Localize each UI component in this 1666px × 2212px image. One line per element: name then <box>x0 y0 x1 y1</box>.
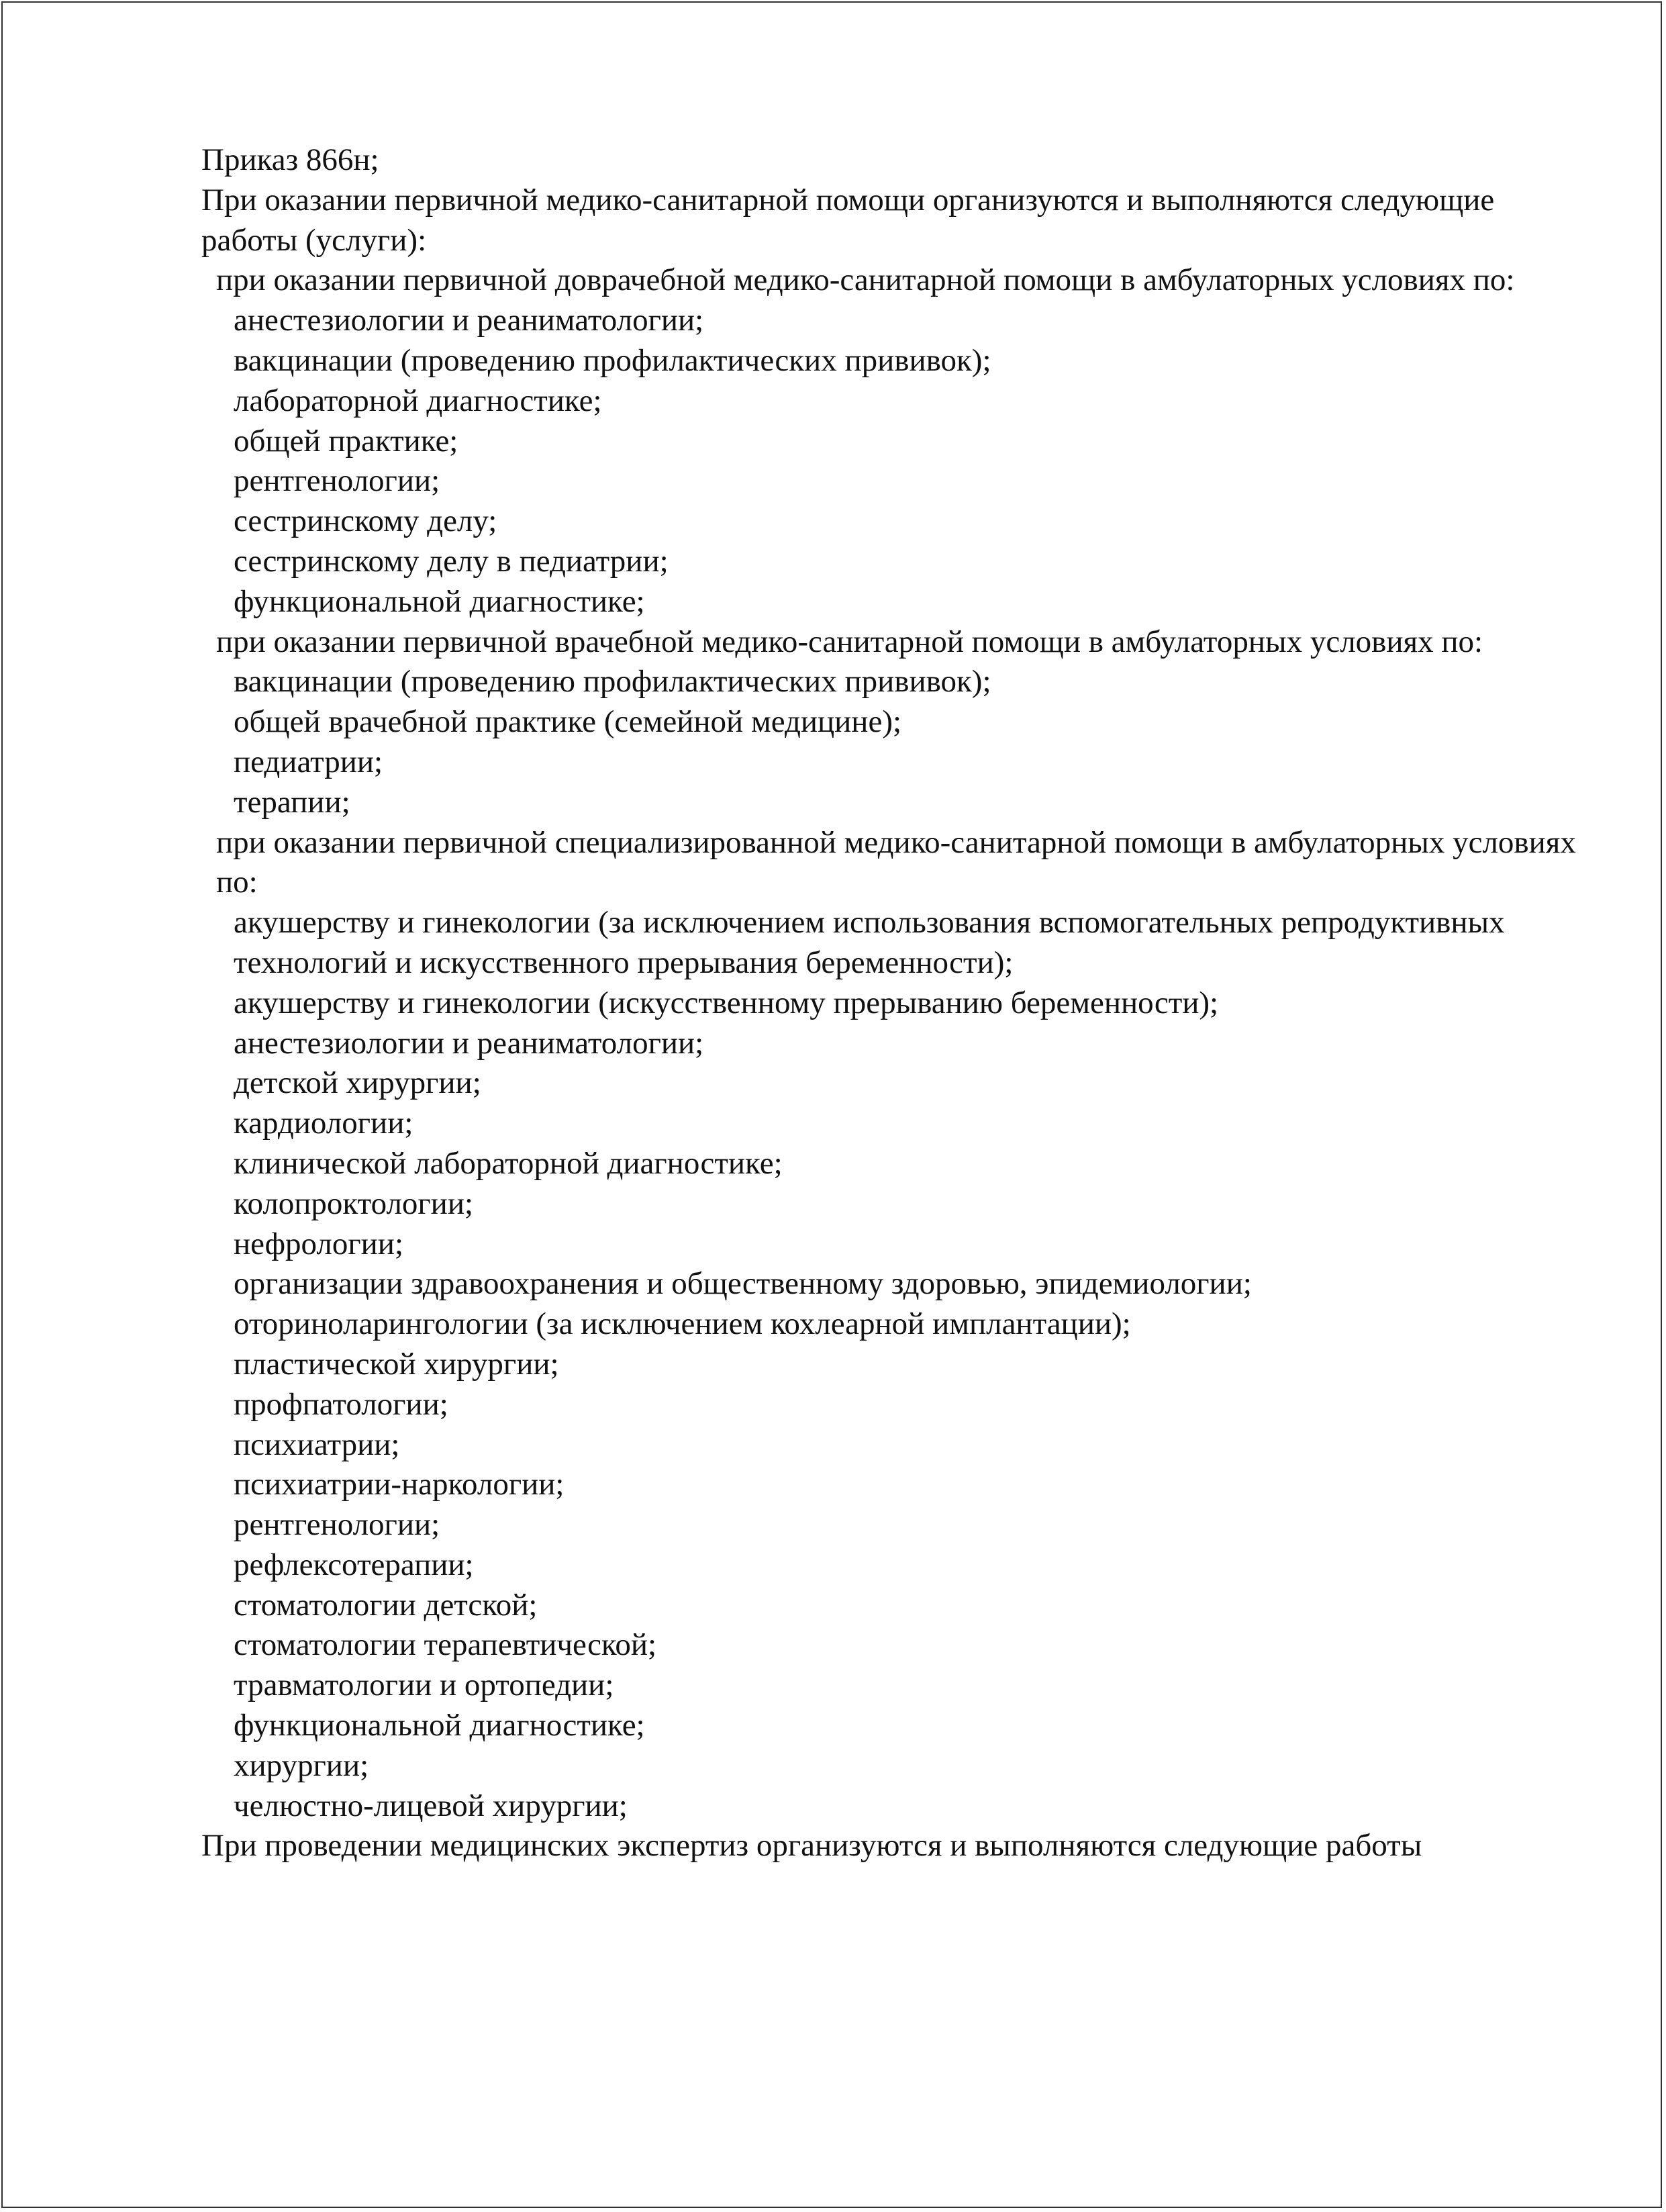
list-item: вакцинации (проведению профилактических прививок); <box>234 342 991 378</box>
list-item: организации здравоохранения и общественному здоровью, эпидемиологии; <box>234 1266 1252 1302</box>
document-page <box>1 1 1662 2208</box>
list-item: функциональной диагностике; <box>234 1708 645 1743</box>
list-item: нефрологии; <box>234 1226 404 1261</box>
document-intro: При оказании первичной медико-санитарной помощи организуются и выполняются следующие работы (услуги): <box>201 182 1503 258</box>
list-item: рентгенологии; <box>234 463 440 499</box>
list-item: челюстно-лицевой хирургии; <box>234 1788 628 1823</box>
list-item: психиатрии; <box>234 1427 400 1462</box>
document-closing: При проведении медицинских экспертиз организуются и выполняются следующие работы <box>201 1828 1422 1864</box>
section-title: при оказании первичной врачебной медико-санитарной помощи в амбулаторных условиях по: <box>216 624 1483 659</box>
list-item: детской хирургии; <box>234 1065 481 1101</box>
list-item: акушерству и гинекологии (за исключением использования вспомогательных репродуктивных технологий и искусственного прерывания беременности); <box>234 905 1513 980</box>
list-item: анестезиологии и реаниматологии; <box>234 303 704 338</box>
list-item: лабораторной диагностике; <box>234 383 602 418</box>
list-item: кардиологии; <box>234 1106 413 1141</box>
list-item: пластической хирургии; <box>234 1346 559 1382</box>
list-item: рентгенологии; <box>234 1507 440 1543</box>
list-item: оториноларингологии (за исключением кохлеарной имплантации); <box>234 1306 1131 1342</box>
list-item: акушерству и гинекологии (искусственному прерыванию беременности); <box>234 985 1219 1020</box>
list-item: терапии; <box>234 784 350 820</box>
list-item: рефлексотерапии; <box>234 1547 474 1582</box>
section-title: при оказании первичной специализированной медико-санитарной помощи в амбулаторных условиях по: <box>216 824 1584 900</box>
list-item: анестезиологии и реаниматологии; <box>234 1025 704 1061</box>
list-item: клинической лабораторной диагностике; <box>234 1145 783 1181</box>
list-item: функциональной диагностике; <box>234 583 645 619</box>
document-body <box>201 140 1598 1866</box>
list-item: общей практике; <box>234 423 458 459</box>
list-item: хирургии; <box>234 1747 369 1783</box>
list-item: сестринскому делу; <box>234 503 497 539</box>
list-item: стоматологии детской; <box>234 1587 538 1623</box>
list-item: общей врачебной практике (семейной медицине); <box>234 704 902 740</box>
list-item: вакцинации (проведению профилактических прививок); <box>234 664 991 700</box>
list-item: сестринскому делу в педиатрии; <box>234 543 669 579</box>
document-heading: Приказ 866н; <box>201 142 379 177</box>
list-item: психиатрии-наркологии; <box>234 1467 565 1502</box>
list-item: травматологии и ортопедии; <box>234 1668 614 1703</box>
section-title: при оказании первичной доврачебной медико-санитарной помощи в амбулаторных условиях по: <box>216 262 1515 298</box>
list-item: профпатологии; <box>234 1386 448 1422</box>
list-item: педиатрии; <box>234 744 383 779</box>
list-item: колопроктологии; <box>234 1186 474 1221</box>
list-item: стоматологии терапевтической; <box>234 1627 657 1663</box>
